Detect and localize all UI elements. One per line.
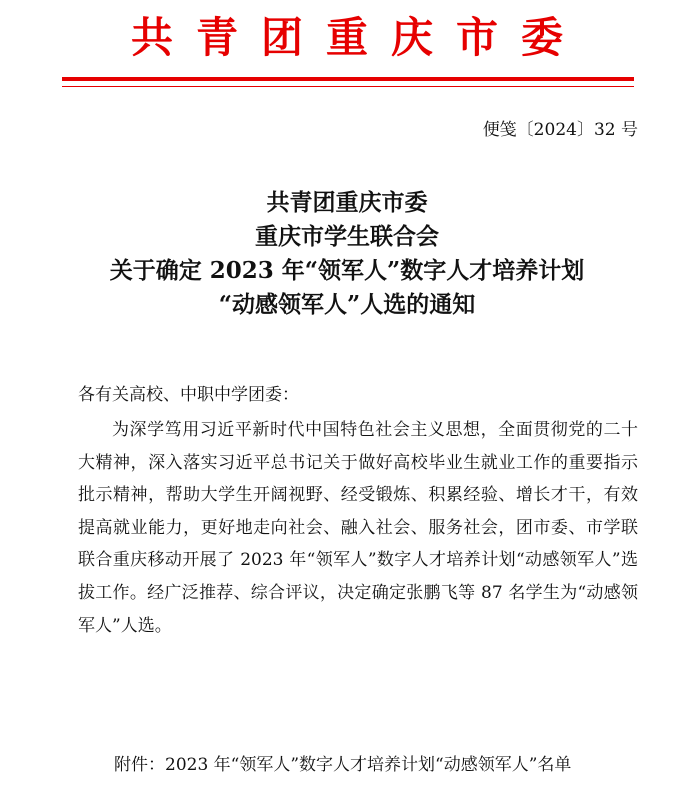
salutation: 各有关高校、中职中学团委： (78, 385, 299, 405)
masthead-rule-thin (62, 86, 634, 87)
title-line-issuer-1: 共青团重庆市委 (266, 189, 428, 216)
attachment-line: 附件：2023 年“领军人”数字人才培养计划“动感领军人”名单 (114, 755, 572, 775)
title-line-subject-2: “动感领军人”人选的通知 (218, 291, 476, 318)
document-number: 便笺〔2024〕32 号 (482, 120, 638, 140)
document-title (0, 186, 694, 322)
body-paragraph: 为深学笃用习近平新时代中国特色社会主义思想，全面贯彻党的二十大精神，深入落实习近平总书记关于做好高校毕业生就业工作的重要指示批示精神，帮助大学生开阔视野、经受锻炼、积累经验、增长才干，有效提高就业能力，更好地走向社会、融入社会、服务社会，团市委、市学联联合重庆移动开展了 2023 年“领军人”数字人才培养计划“动感领军人”选拔工作。经广泛推荐、综合评议，决定确定张鹏飞等 87 名学生为“动感领军人”人选。 (78, 420, 638, 636)
masthead-rule-thick (62, 77, 634, 81)
title-line-issuer-2: 重庆市学生联合会 (255, 223, 439, 250)
title-line-subject-1: 关于确定 2023 年“领军人”数字人才培养计划 (109, 257, 585, 284)
masthead-org-name: 共青团重庆市委 (130, 13, 586, 62)
